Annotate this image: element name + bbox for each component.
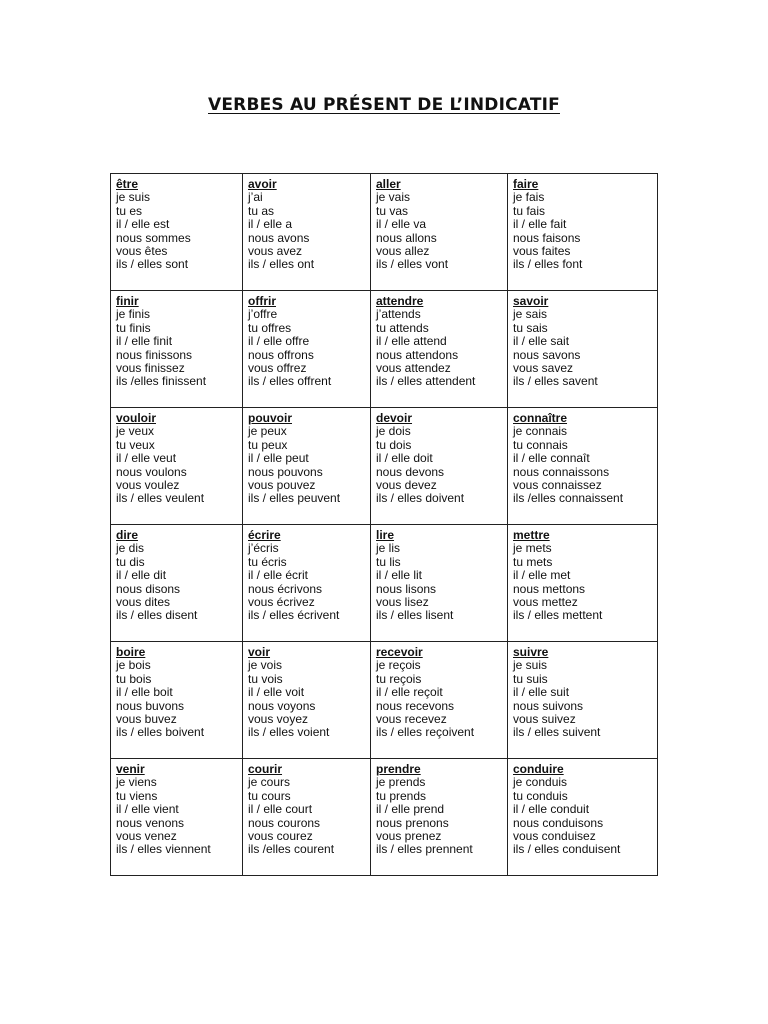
conjugated-form: tu prends: [376, 788, 427, 803]
conjugated-form: ils / elles reçoivent: [376, 725, 475, 740]
verb-cell: [111, 174, 243, 291]
conjugated-form: vous courez: [248, 829, 313, 844]
conjugated-form: nous connaissons: [513, 464, 610, 479]
conjugated-form: il / elle boit: [116, 685, 173, 700]
verb-cell: [111, 408, 243, 525]
conjugated-form: nous buvons: [116, 698, 185, 713]
verb-infinitive: aller: [376, 177, 401, 191]
conjugated-form: vous écrivez: [248, 595, 315, 610]
conjugated-form: ils /elles finissent: [116, 374, 207, 389]
table-row: [111, 642, 658, 759]
conjugated-form: ils / elles veulent: [116, 491, 205, 506]
conjugated-form: vous pouvez: [248, 478, 316, 493]
conjugated-form: nous sommes: [116, 230, 191, 245]
verb-infinitive: suivre: [513, 645, 549, 659]
conjugated-form: vous dites: [116, 595, 171, 610]
conjugated-form: je dois: [376, 424, 411, 439]
conjugated-form: vous buvez: [116, 712, 177, 727]
conjugated-form: il / elle peut: [248, 451, 309, 466]
conjugated-form: ils / elles disent: [116, 608, 198, 623]
conjugated-form: ils / elles mettent: [513, 608, 603, 623]
conjugated-form: vous voyez: [248, 712, 309, 727]
conjugated-form: il / elle veut: [116, 451, 177, 466]
conjugated-form: il / elle a: [248, 217, 293, 232]
conjugated-form: je suis: [116, 190, 151, 205]
verb-infinitive: prendre: [376, 762, 421, 776]
conjugated-form: je sais: [513, 307, 548, 322]
verb-infinitive: finir: [116, 294, 139, 308]
verb-cell: [371, 642, 508, 759]
conjugated-form: ils / elles peuvent: [248, 491, 341, 506]
verb-cell: [243, 759, 371, 876]
verb-infinitive: voir: [248, 645, 271, 659]
verb-infinitive: avoir: [248, 177, 277, 191]
conjugated-form: tu finis: [116, 320, 151, 335]
conjugated-form: vous faites: [513, 244, 571, 259]
conjugated-form: ils / elles ont: [248, 257, 315, 272]
verb-infinitive: attendre: [376, 294, 424, 308]
conjugated-form: nous disons: [116, 581, 181, 596]
verb-infinitive: faire: [513, 177, 539, 191]
verb-cell: [508, 759, 658, 876]
conjugated-form: ils /elles courent: [248, 842, 335, 857]
conjugated-form: vous allez: [376, 244, 430, 259]
verb-cell: [371, 525, 508, 642]
verb-cell: [243, 291, 371, 408]
conjugated-form: je veux: [116, 424, 155, 439]
verb-cell: [508, 174, 658, 291]
table-row: [111, 759, 658, 876]
conjugated-form: ils / elles boivent: [116, 725, 205, 740]
verb-cell: [243, 408, 371, 525]
conjugated-form: tu es: [116, 203, 143, 218]
verb-cell: [243, 642, 371, 759]
conjugated-form: ils / elles attendent: [376, 374, 476, 389]
conjugated-form: je finis: [116, 307, 151, 322]
table-row: [111, 525, 658, 642]
conjugated-form: il / elle met: [513, 568, 571, 583]
conjugated-form: nous suivons: [513, 698, 584, 713]
table-row: [111, 291, 658, 408]
conjugated-form: il / elle court: [248, 802, 313, 817]
conjugated-form: tu viens: [116, 788, 158, 803]
verb-infinitive: venir: [116, 762, 145, 776]
verb-cell: [508, 291, 658, 408]
table-row: [111, 174, 658, 291]
verb-infinitive: pouvoir: [248, 411, 292, 425]
conjugated-form: il / elle lit: [376, 568, 423, 583]
conjugated-form: ils / elles doivent: [376, 491, 465, 506]
conjugated-form: je bois: [116, 658, 151, 673]
conjugated-form: il / elle vient: [116, 802, 179, 817]
conjugated-form: ils / elles écrivent: [248, 608, 340, 623]
conjugated-form: vous connaissez: [513, 478, 602, 493]
conjugated-form: vous recevez: [376, 712, 447, 727]
conjugated-form: tu as: [248, 203, 275, 218]
conjugated-form: il / elle voit: [248, 685, 305, 700]
conjugated-form: je dis: [116, 541, 145, 556]
conjugated-form: nous lisons: [376, 581, 437, 596]
conjugated-form: je conduis: [513, 775, 568, 790]
conjugated-form: je cours: [248, 775, 291, 790]
conjugated-form: nous avons: [248, 230, 310, 245]
conjugated-form: il / elle écrit: [248, 568, 309, 583]
verb-infinitive: offrir: [248, 294, 276, 308]
conjugated-form: vous lisez: [376, 595, 429, 610]
verb-cell: [508, 525, 658, 642]
conjugated-form: nous attendons: [376, 347, 459, 362]
verb-infinitive: savoir: [513, 294, 549, 308]
conjugated-form: tu cours: [248, 788, 291, 803]
conjugated-form: nous prenons: [376, 815, 449, 830]
conjugation-table: [110, 173, 658, 876]
conjugated-form: il / elle offre: [248, 334, 310, 349]
verb-infinitive: conduire: [513, 762, 564, 776]
conjugated-form: ils / elles suivent: [513, 725, 601, 740]
conjugated-form: j’écris: [248, 541, 279, 556]
conjugated-form: tu écris: [248, 554, 287, 569]
conjugated-form: nous devons: [376, 464, 445, 479]
conjugated-form: ils / elles savent: [513, 374, 598, 389]
verb-cell: [371, 408, 508, 525]
conjugated-form: tu attends: [376, 320, 429, 335]
conjugated-form: vous prenez: [376, 829, 442, 844]
conjugated-form: il / elle prend: [376, 802, 445, 817]
conjugated-form: nous recevons: [376, 698, 455, 713]
conjugated-form: tu fais: [513, 203, 546, 218]
page-title: VERBES AU PRÉSENT DE L’INDICATIF: [208, 95, 560, 115]
conjugated-form: il / elle est: [116, 217, 170, 232]
verb-cell: [371, 759, 508, 876]
conjugated-form: ils / elles vont: [376, 257, 449, 272]
conjugated-form: il / elle suit: [513, 685, 570, 700]
conjugated-form: vous offrez: [248, 361, 307, 376]
conjugated-form: ils / elles sont: [116, 257, 189, 272]
conjugated-form: tu dois: [376, 437, 412, 452]
verb-infinitive: vouloir: [116, 411, 157, 425]
conjugated-form: vous voulez: [116, 478, 180, 493]
conjugated-form: j’ai: [248, 190, 263, 205]
conjugated-form: je fais: [513, 190, 545, 205]
conjugated-form: il / elle sait: [513, 334, 570, 349]
conjugated-form: je reçois: [376, 658, 421, 673]
table-row: [111, 408, 658, 525]
conjugated-form: je viens: [116, 775, 157, 790]
conjugated-form: tu suis: [513, 671, 548, 686]
verb-infinitive: connaître: [513, 411, 568, 425]
conjugated-form: tu conduis: [513, 788, 568, 803]
conjugated-form: vous savez: [513, 361, 574, 376]
conjugated-form: tu vois: [248, 671, 283, 686]
conjugated-form: il / elle reçoit: [376, 685, 443, 700]
verb-cell: [371, 174, 508, 291]
conjugated-form: il / elle va: [376, 217, 427, 232]
verb-infinitive: devoir: [376, 411, 413, 425]
verb-infinitive: dire: [116, 528, 139, 542]
conjugated-form: ils / elles viennent: [116, 842, 211, 857]
conjugated-form: ils / elles prennent: [376, 842, 473, 857]
conjugated-form: tu peux: [248, 437, 288, 452]
conjugated-form: tu sais: [513, 320, 548, 335]
conjugated-form: je vais: [376, 190, 411, 205]
verb-infinitive: courir: [248, 762, 283, 776]
conjugated-form: il / elle finit: [116, 334, 173, 349]
conjugated-form: il / elle attend: [376, 334, 447, 349]
conjugated-form: il / elle dit: [116, 568, 167, 583]
conjugated-form: je connais: [513, 424, 568, 439]
conjugated-form: nous pouvons: [248, 464, 323, 479]
verb-cell: [508, 408, 658, 525]
conjugated-form: ils / elles conduisent: [513, 842, 621, 857]
conjugation-table-body: [111, 174, 658, 876]
conjugated-form: je lis: [376, 541, 401, 556]
conjugated-form: je mets: [513, 541, 552, 556]
conjugated-form: vous finissez: [116, 361, 185, 376]
conjugated-form: nous écrivons: [248, 581, 323, 596]
conjugated-form: vous attendez: [376, 361, 451, 376]
conjugated-form: tu dis: [116, 554, 145, 569]
conjugated-form: je peux: [248, 424, 287, 439]
verb-cell: [243, 525, 371, 642]
conjugated-form: nous savons: [513, 347, 581, 362]
conjugated-form: nous offrons: [248, 347, 314, 362]
conjugated-form: il / elle fait: [513, 217, 567, 232]
conjugated-form: il / elle conduit: [513, 802, 590, 817]
verb-cell: [111, 291, 243, 408]
conjugated-form: ils / elles font: [513, 257, 583, 272]
conjugated-form: vous mettez: [513, 595, 578, 610]
conjugated-form: j’attends: [376, 307, 421, 322]
conjugated-form: nous conduisons: [513, 815, 604, 830]
conjugated-form: ils / elles lisent: [376, 608, 454, 623]
verb-infinitive: recevoir: [376, 645, 423, 659]
conjugated-form: vous avez: [248, 244, 303, 259]
conjugated-form: il / elle connaît: [513, 451, 590, 466]
conjugated-form: il / elle doit: [376, 451, 433, 466]
verb-cell: [371, 291, 508, 408]
verb-infinitive: écrire: [248, 528, 281, 542]
verb-infinitive: être: [116, 177, 139, 191]
conjugated-form: je prends: [376, 775, 426, 790]
verb-infinitive: lire: [376, 528, 395, 542]
conjugated-form: nous mettons: [513, 581, 586, 596]
verb-cell: [111, 642, 243, 759]
conjugated-form: nous faisons: [513, 230, 581, 245]
verb-infinitive: boire: [116, 645, 146, 659]
conjugated-form: je suis: [513, 658, 548, 673]
conjugated-form: vous suivez: [513, 712, 576, 727]
conjugated-form: nous voulons: [116, 464, 187, 479]
verb-cell: [111, 759, 243, 876]
conjugated-form: j’offre: [248, 307, 278, 322]
verb-infinitive: mettre: [513, 528, 550, 542]
verb-cell: [111, 525, 243, 642]
conjugated-form: tu mets: [513, 554, 553, 569]
conjugated-form: ils / elles voient: [248, 725, 330, 740]
conjugated-form: ils / elles offrent: [248, 374, 332, 389]
conjugated-form: ils /elles connaissent: [513, 491, 624, 506]
conjugated-form: vous êtes: [116, 244, 168, 259]
conjugated-form: nous venons: [116, 815, 185, 830]
conjugated-form: tu bois: [116, 671, 152, 686]
conjugated-form: tu connais: [513, 437, 568, 452]
conjugated-form: vous conduisez: [513, 829, 596, 844]
conjugated-form: tu lis: [376, 554, 401, 569]
conjugated-form: nous voyons: [248, 698, 316, 713]
conjugated-form: nous finissons: [116, 347, 193, 362]
conjugated-form: tu offres: [248, 320, 292, 335]
conjugated-form: nous courons: [248, 815, 321, 830]
conjugated-form: je vois: [248, 658, 283, 673]
conjugated-form: tu reçois: [376, 671, 422, 686]
conjugated-form: tu vas: [376, 203, 409, 218]
conjugated-form: tu veux: [116, 437, 155, 452]
verb-cell: [243, 174, 371, 291]
conjugated-form: vous devez: [376, 478, 437, 493]
conjugated-form: nous allons: [376, 230, 437, 245]
conjugated-form: vous venez: [116, 829, 177, 844]
verb-cell: [508, 642, 658, 759]
